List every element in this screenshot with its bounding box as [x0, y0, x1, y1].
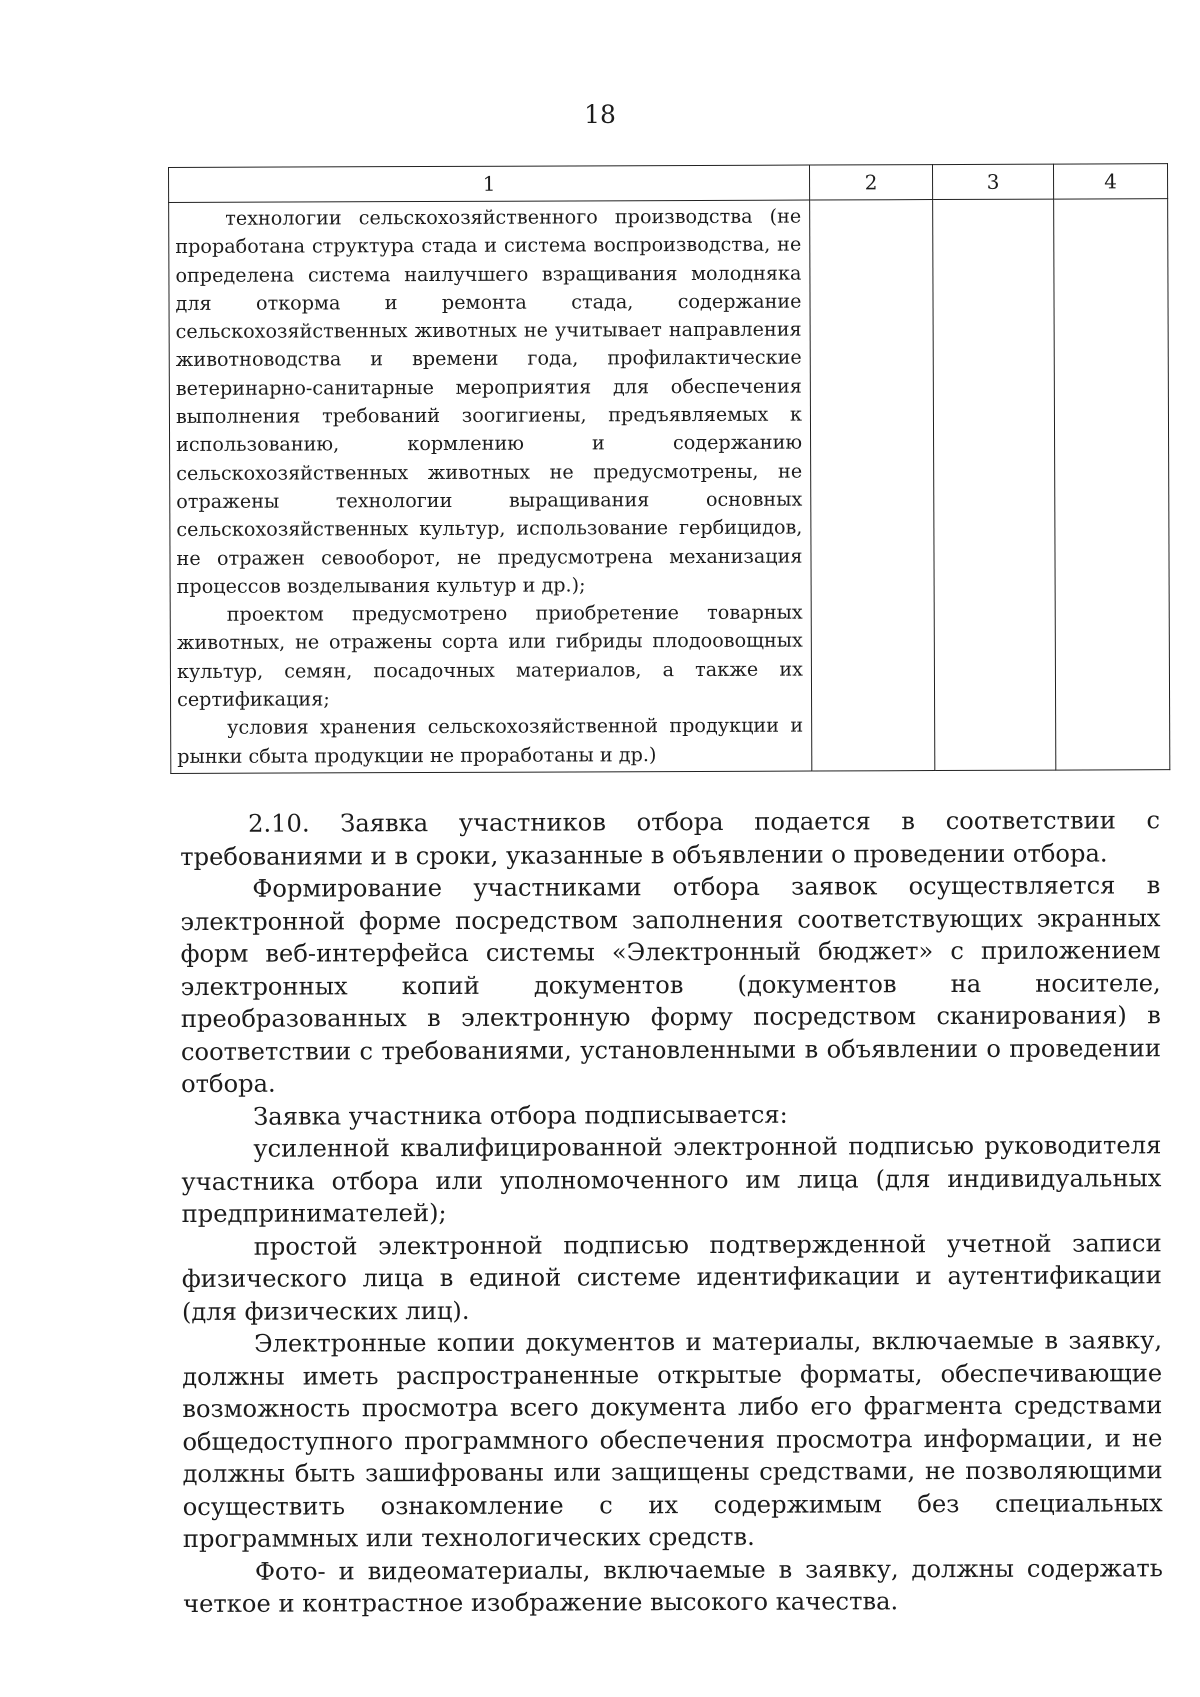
table-paragraph: условия хранения сельскохозяйственной продукции и рынки сбыта продукции не проработаны и др.) [177, 713, 804, 768]
table-paragraph: проектом предусмотрено приобретение товарных животных, не отражены сорта или гибриды плодоовощных культур, семян, посадочных материалов, а также их сертификация; [176, 600, 803, 712]
column-header-2: 2 [809, 165, 932, 200]
body-paragraph: Фото- и видеоматериалы, включаемые в заявку, должны содержать четкое и контрастное изображение высокого качества. [183, 1553, 1163, 1618]
body-paragraph: Формирование участниками отбора заявок осуществляется в электронной форме посредством заполнения соответствующих экранных форм веб-интерфейса системы «Электронный бюджет» с приложением электронных копий документов (документов на носителе, преобразованных в электронную форму посредством сканирования) в соответствии с требованиями, установленными в объявлении о проведении отбора. [180, 871, 1161, 1098]
body-paragraph: Заявка участника отбора подписывается: [253, 1100, 788, 1131]
table-paragraph: технологии сельскохозяйственного производства (не проработана структура стада и система воспроизводства, не определена система наилучшего взращивания молодняка для откорма и ремонта стада, содержание сельскохозяйственных животных не учитывает направления животноводства и времени года, профилактические ветеринарно-санитарные мероприятия для обеспечения выполнения требований зоогигиены, предъявляемых к использованию, кормлению и содержанию сельскохозяйственных животных не предусмотрены, не отражены технологии выращивания основных сельскохозяйственных культур, использование гербицидов, не отражен севооборот, не предусмотрена механизация процессов возделывания культур и др.); [175, 204, 803, 598]
body-paragraph: Электронные копии документов и материалы, включаемые в заявку, должны иметь распространенные открытые форматы, обеспечивающие возможность просмотра всего документа либо его фрагмента средствами общедоступного программного обеспечения просмотра информации, и не должны быть зашифрованы или защищены средствами, не позволяющими осуществить ознакомление с их содержимым без специальных программных или технологических средств. [182, 1326, 1163, 1553]
criteria-text-cell [169, 200, 812, 773]
column-header-3: 3 [932, 164, 1053, 199]
table-header-row [169, 164, 1168, 203]
column-header-4: 4 [1053, 164, 1167, 199]
body-text [180, 804, 1163, 1620]
body-paragraph: 2.10. Заявка участников отбора подается в соответствии с требованиями и в сроки, указанные в объявлении о проведении отбора. [180, 806, 1161, 871]
body-paragraph: усиленной квалифицированной электронной подписью руководителя участника отбора или уполномоченного им лица (для индивидуальных предпринимателей); [181, 1131, 1162, 1228]
page-number: 18 [584, 100, 616, 129]
table-row [169, 199, 1170, 774]
body-paragraph: простой электронной подписью подтвержденной учетной записи физического лица в единой системе идентификации и аутентификации (для физических лиц). [181, 1228, 1162, 1326]
criteria-table [168, 163, 1170, 774]
empty-cell-2 [810, 200, 935, 771]
column-header-1: 1 [169, 165, 810, 202]
empty-cell-3 [933, 199, 1056, 770]
empty-cell-4 [1054, 199, 1170, 770]
